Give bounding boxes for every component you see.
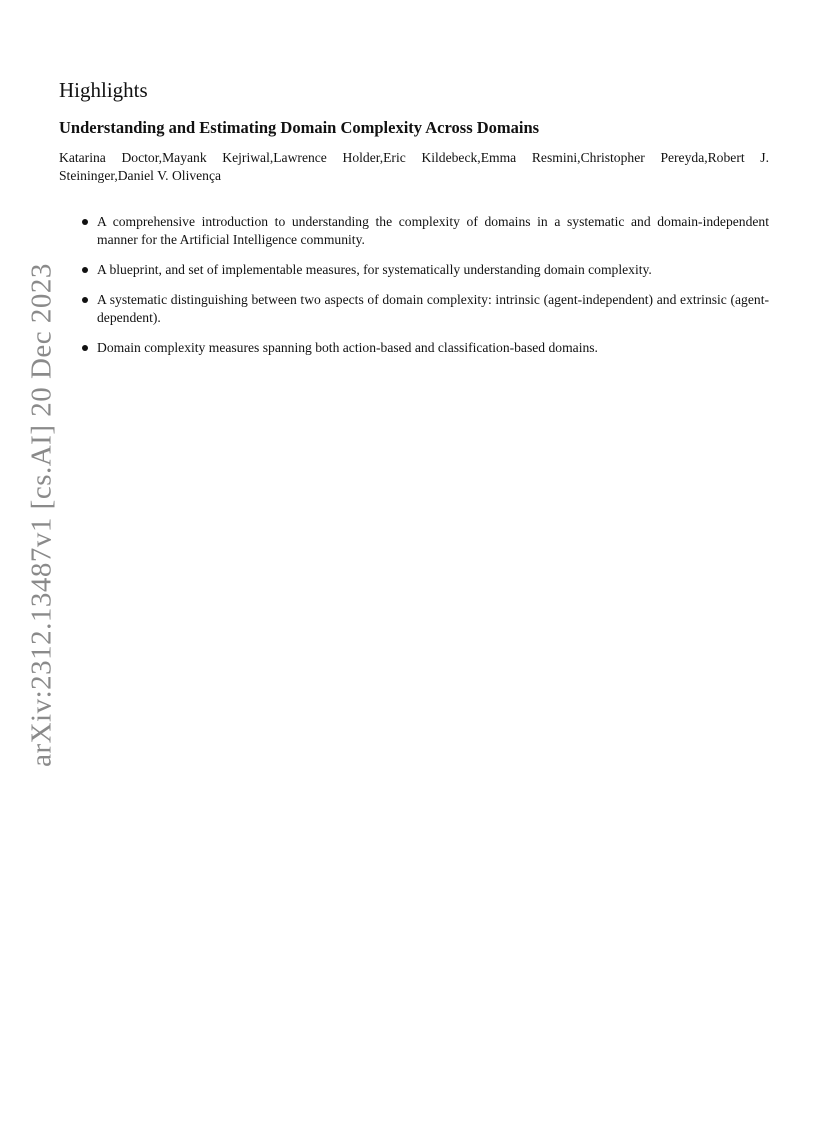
bullet-icon xyxy=(82,297,88,303)
highlight-item xyxy=(80,339,769,357)
bullet-icon xyxy=(82,267,88,273)
bullet-icon xyxy=(82,345,88,351)
highlight-item xyxy=(80,291,769,327)
highlights-list xyxy=(80,213,769,369)
paper-title: Understanding and Estimating Domain Complexity Across Domains xyxy=(59,118,540,137)
section-heading: Highlights xyxy=(59,78,148,102)
arxiv-identifier: arXiv:2312.13487v1 [cs.AI] 20 Dec 2023 xyxy=(25,263,58,767)
highlight-text: Domain complexity measures spanning both action-based and classification-based domains. xyxy=(97,340,598,355)
bullet-icon xyxy=(82,219,88,225)
highlight-item xyxy=(80,261,769,279)
author-list: Katarina Doctor,Mayank Kejriwal,Lawrence Holder,Eric Kildebeck,Emma Resmini,Christopher Pereyda,Robert J. Steininger,Daniel V. Olivença xyxy=(59,150,769,183)
highlight-text: A blueprint, and set of implementable measures, for systematically understanding domain complexity. xyxy=(97,262,652,277)
highlight-text: A systematic distinguishing between two aspects of domain complexity: intrinsic (agent-independent) and extrinsic (agent-dependent). xyxy=(97,292,769,325)
highlight-text: A comprehensive introduction to understanding the complexity of domains in a systematic and domain-independent manner for the Artificial Intelligence community. xyxy=(97,214,769,247)
highlight-item xyxy=(80,213,769,249)
